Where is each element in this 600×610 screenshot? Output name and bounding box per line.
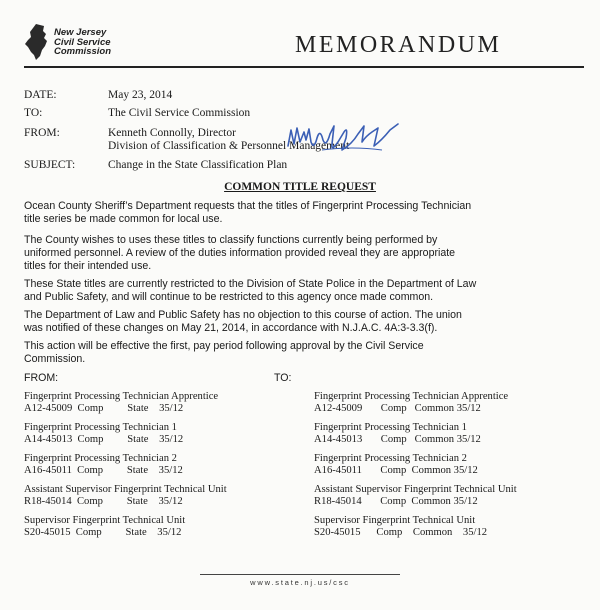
paragraph-no-objection xyxy=(24,309,584,335)
title-code: A16-45011 Comp State 35/12 xyxy=(24,465,183,476)
title-name: Supervisor Fingerprint Technical Unit xyxy=(314,515,476,526)
from-title-row-4 xyxy=(24,484,227,508)
from-value-line1: Kenneth Connolly, Director xyxy=(108,127,236,139)
date-value: May 23, 2014 xyxy=(108,89,173,101)
title-code: A16-45011 Comp Common 35/12 xyxy=(314,465,478,476)
title-name: Fingerprint Processing Technician Apprentice xyxy=(314,391,509,402)
paragraph-line: was notified of these changes on May 21, 2014, in accordance with N.J.A.C. 4A:3-3.3(f). xyxy=(24,322,438,334)
paragraph-line: The Department of Law and Public Safety has no objection to this course of action. The union xyxy=(24,309,462,321)
to-column-heading: TO: xyxy=(274,372,292,384)
to-title-row-5 xyxy=(314,515,487,539)
to-title-row-3 xyxy=(314,453,478,477)
from-label: FROM: xyxy=(24,127,60,139)
paragraph-line: Ocean County Sheriff’s Department requests that the titles of Fingerprint Processing Technician xyxy=(24,200,472,212)
paragraph-line: title series be made common for local use. xyxy=(24,213,223,225)
from-title-row-1 xyxy=(24,391,218,415)
footer-website: www.state.nj.us/csc xyxy=(250,578,350,587)
agency-name-line1: New Jersey xyxy=(54,27,107,38)
title-code: R18-45014 Comp State 35/12 xyxy=(24,496,183,507)
from-title-row-2 xyxy=(24,422,183,446)
to-title-row-2 xyxy=(314,422,481,446)
title-name: Fingerprint Processing Technician 1 xyxy=(314,422,467,433)
paragraph-line: The County wishes to uses these titles to classify functions currently being performed by xyxy=(24,234,438,246)
agency-name-line3: Commission xyxy=(54,46,112,57)
from-column-heading: FROM: xyxy=(24,372,59,384)
footer-divider xyxy=(200,574,400,575)
subject-value: Change in the State Classification Plan xyxy=(108,159,288,171)
title-name: Fingerprint Processing Technician 2 xyxy=(314,453,467,464)
paragraph-request xyxy=(24,200,584,226)
title-name: Assistant Supervisor Fingerprint Technical Unit xyxy=(314,484,517,495)
header-divider xyxy=(24,66,584,68)
paragraph-line: uniformed personnel. A review of the duties information provided reveal they are appropriate xyxy=(24,247,456,259)
section-heading: COMMON TITLE REQUEST xyxy=(224,181,376,193)
to-value: The Civil Service Commission xyxy=(108,107,251,119)
to-title-row-1 xyxy=(314,391,508,415)
from-title-row-3 xyxy=(24,453,183,477)
agency-logo xyxy=(22,22,152,62)
to-title-row-4 xyxy=(314,484,517,508)
nj-state-silhouette-icon xyxy=(22,22,52,62)
title-code: R18-45014 Comp Common 35/12 xyxy=(314,496,478,507)
paragraph-effective xyxy=(24,340,584,366)
paragraph-line: These State titles are currently restricted to the Division of State Police in the Department of Law xyxy=(24,278,477,290)
agency-name xyxy=(54,28,111,57)
title-code: S20-45015 Comp Common 35/12 xyxy=(314,527,488,538)
paragraph-line: This action will be effective the first, pay period following approval by the Civil Service xyxy=(24,340,424,352)
date-label: DATE: xyxy=(24,89,57,101)
to-label: TO: xyxy=(24,107,43,119)
memorandum-title: MEMORANDUM xyxy=(295,32,502,58)
paragraph-line: titles for their intended use. xyxy=(24,260,152,272)
agency-name-line2: Civil Service xyxy=(54,36,111,48)
subject-label: SUBJECT: xyxy=(24,159,76,171)
paragraph-county-use xyxy=(24,234,584,273)
handwritten-signature xyxy=(282,120,412,156)
title-name: Fingerprint Processing Technician 1 xyxy=(24,422,177,433)
title-code: A14-45013 Comp State 35/12 xyxy=(24,434,184,445)
from-value-line2: Division of Classification & Personnel Management xyxy=(108,140,350,152)
title-name: Fingerprint Processing Technician 2 xyxy=(24,453,177,464)
title-name: Fingerprint Processing Technician Apprentice xyxy=(24,391,219,402)
paragraph-line: and Public Safety, and will continue to be restricted to this agency once made common. xyxy=(24,291,434,303)
title-code: A12-45009 Comp State 35/12 xyxy=(24,403,184,414)
title-name: Supervisor Fingerprint Technical Unit xyxy=(24,515,186,526)
paragraph-line: Commission. xyxy=(24,353,86,365)
title-code: S20-45015 Comp State 35/12 xyxy=(24,527,182,538)
title-code: A12-45009 Comp Common 35/12 xyxy=(314,403,481,414)
title-name: Assistant Supervisor Fingerprint Technical Unit xyxy=(24,484,227,495)
paragraph-restriction xyxy=(24,278,584,304)
from-title-row-5 xyxy=(24,515,185,539)
title-code: A14-45013 Comp Common 35/12 xyxy=(314,434,481,445)
